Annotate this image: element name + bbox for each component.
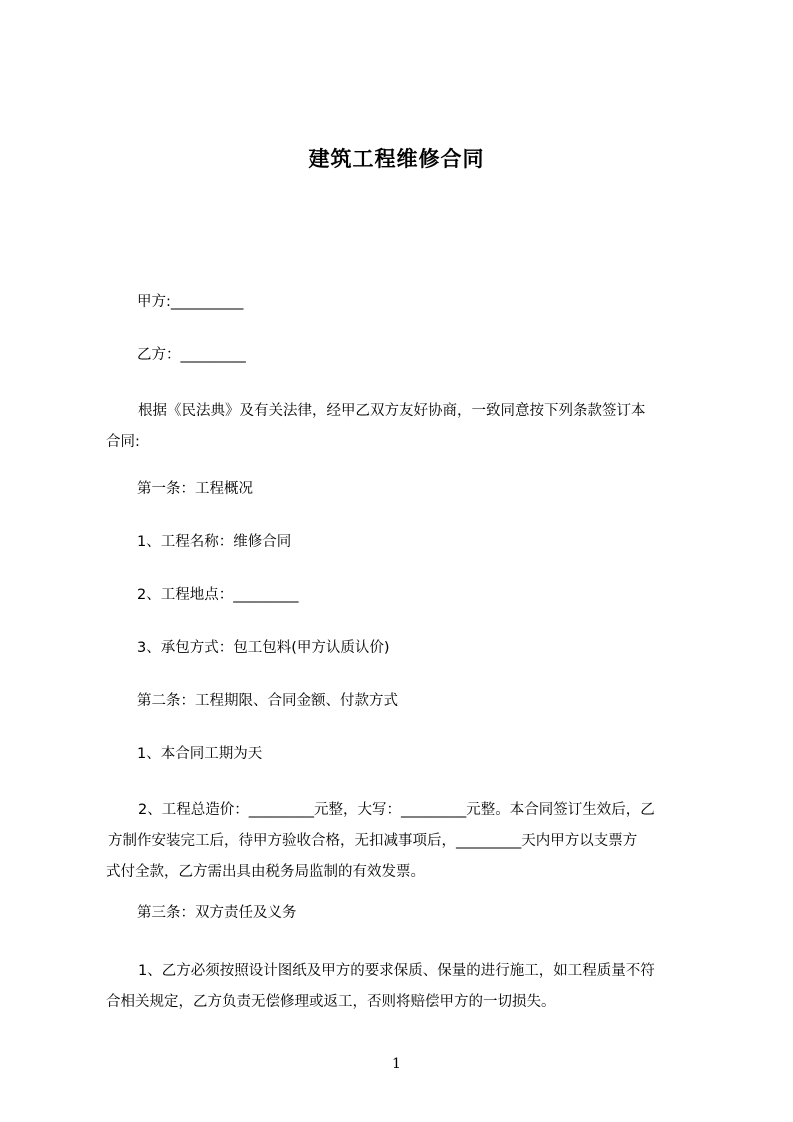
intro-paragraph: [106, 396, 688, 458]
article-2-item-2: [106, 795, 688, 888]
article-2-item-2-line-1: 2、工程总造价：_________元整，大写：_________元整。本合同签订生效后，乙: [138, 802, 655, 818]
party-b-line: 乙方：_________: [137, 347, 246, 363]
article-1-item-2: 2、工程地点：_________: [137, 587, 299, 603]
article-3-item-1-line-2: 合相关规定，乙方负责无偿修理或返工，否则将赔偿甲方的一切损失。: [106, 994, 556, 1010]
article-1-heading: 第一条：工程概况: [137, 481, 253, 497]
article-2-item-1: 1、本合同工期为天: [137, 746, 263, 762]
intro-line-2: 合同:: [106, 434, 140, 450]
article-1-item-1: 1、工程名称：维修合同: [137, 534, 292, 550]
party-a-line: 甲方:__________: [137, 294, 244, 310]
article-2-item-2-line-3: 式付全款，乙方需出具由税务局监制的有效发票。: [106, 864, 425, 880]
article-2-heading: 第二条：工程期限、合同金额、付款方式: [137, 693, 398, 709]
article-3-heading: 第三条：双方责任及义务: [137, 905, 297, 921]
article-3-item-1-line-1: 1、乙方必须按照设计图纸及甲方的要求保质、保量的进行施工，如工程质量不符: [138, 963, 655, 979]
article-1-item-3: 3、承包方式：包工包料(甲方认质认价): [137, 640, 390, 656]
article-2-item-2-line-2: 方制作安装完工后，待甲方验收合格，无扣减事项后，_________天内甲方以支票方: [108, 833, 638, 849]
document-title: 建筑工程维修合同: [308, 147, 485, 171]
article-3-item-1: [106, 956, 688, 1018]
page-number: 1: [392, 1056, 401, 1072]
intro-line-1: 根据《民法典》及有关法律，经甲乙双方友好协商，一致同意按下列条款签订本: [138, 403, 646, 419]
